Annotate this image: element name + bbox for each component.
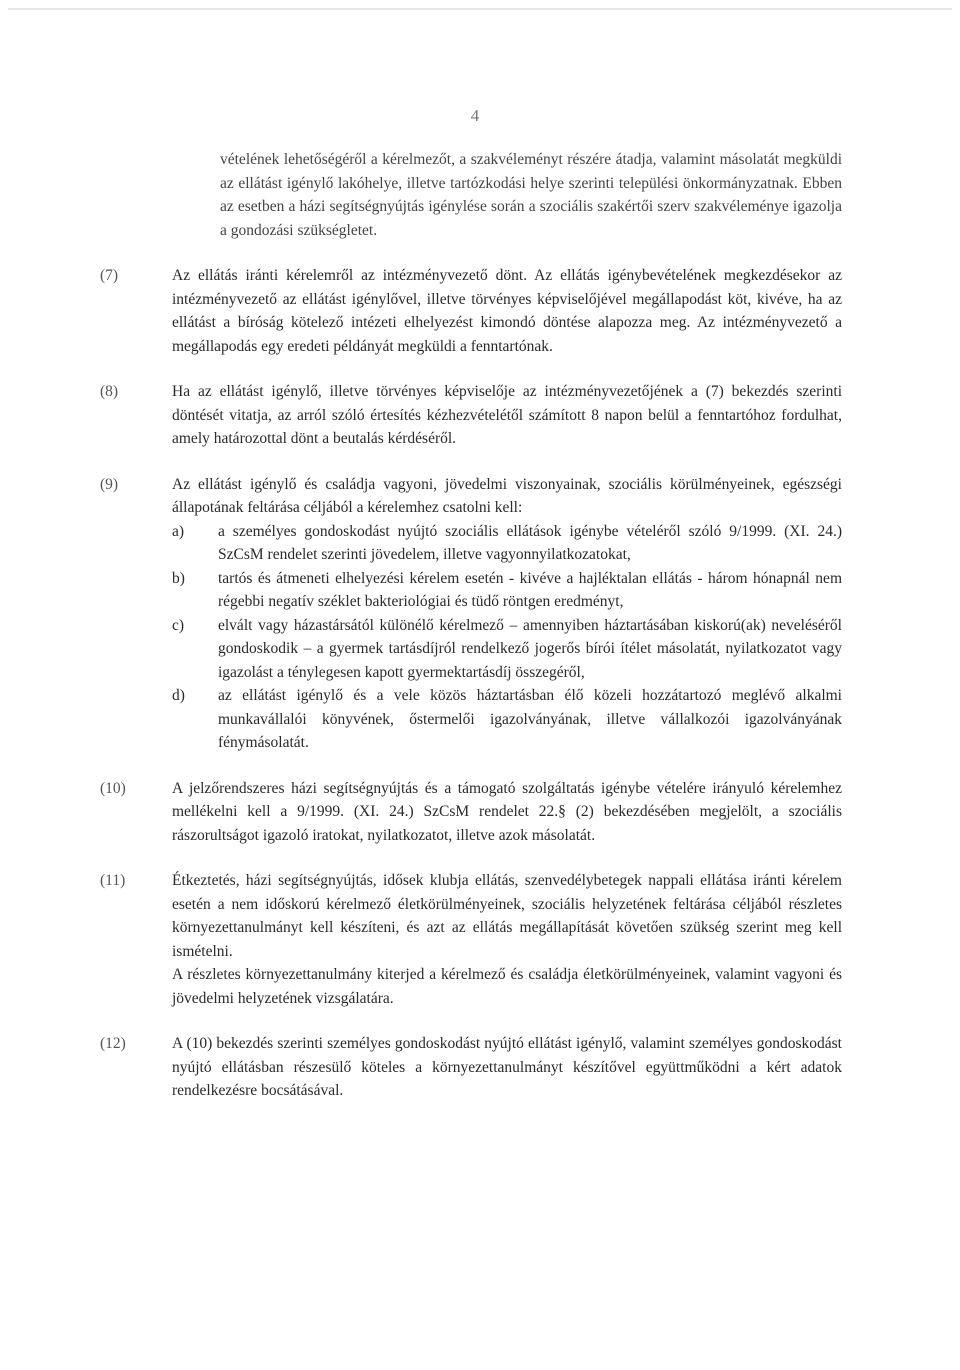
list-text: az ellátást igénylő és a vele közös háztartásban élő közeli hozzátartozó meglévő alkalmi munkavállalói könyvének, őstermelői igazolványának, illetve vállalkozói igazolványának fénymásolatát. (218, 687, 842, 751)
paragraph-number: (7) (100, 267, 119, 284)
paragraph-text: A (10) bekezdés szerinti személyes gondoskodást nyújtó ellátást igénylő, valamint személyes gondoskodást nyújtó ellátásban részesülő köteles a környezettanulmányt készítővel együttműködni a kért adatok rendelkezésre bocsátásával. (172, 1035, 842, 1099)
paragraph-text: Ha az ellátást igénylő, illetve törvényes képviselője az intézményvezetőjének a (7) bekezdés szerinti döntését vitatja, az arról szóló értesítés kézhezvételétől számított 8 napon belül a fenntartóhoz fordulhat, amely határozottal dönt a beutalás kérdéséről. (172, 383, 842, 447)
paragraph-text: A jelzőrendszeres házi segítségnyújtás és a támogató szolgáltatás igénybe vételére irányuló kérelemhez mellékelni kell a 9/1999. (XI. 24.) SzCsM rendelet 22.§ (2) bekezdésében megjelölt, a szociális rászorultságot igazoló iratokat, nyilatkozatot, illetve azok másolatát. (172, 779, 842, 844)
paragraph-12 (100, 1032, 842, 1103)
paragraph-text: Az ellátás iránti kérelemről az intézményvezető dönt. Az ellátás igénybevételének megkezdésekor az intézményvezető az ellátást igénylővel, illetve törvényes képviselőjével megállapodást köt, kivéve, ha az ellátást a bíróság kötelező intézeti elhelyezést kimondó döntése alapozza meg. Az intézményvezető a megállapodás egy eredeti példányát megküldi a fenntartónak. (172, 267, 842, 355)
list-label: b) (172, 569, 185, 587)
list-text: a személyes gondoskodást nyújtó szociális ellátások igénybe vételéről szóló 9/1999. (XI. 24.) SzCsM rendelet szerinti jövedelem, illetve vagyonnyilatkozatokat, (218, 522, 842, 563)
document-body (100, 148, 842, 1103)
paragraph-7 (100, 264, 842, 358)
list-label: a) (172, 522, 185, 540)
paragraph-9 (100, 473, 842, 755)
list-item-d (172, 684, 842, 755)
intro-text: vételének lehetőségéről a kérelmezőt, a szakvéleményt részére átadja, valamint másolatát megküldi az ellátást igénylő lakóhelye, illetve tartózkodási helye szerinti települési önkormányzatnak. Ebben az esetben a házi segítségnyújtás igénylése során a szociális szakértői szerv szakvéleménye igazolja a gondozási szükségletet. (220, 151, 842, 239)
list-text: tartós és átmeneti elhelyezési kérelem esetén - kivéve a hajléktalan ellátás - három hónapnál nem régebbi negatív széklet bakteriológiai és tüdő röntgen eredményt, (218, 569, 842, 610)
paragraph-10 (100, 777, 842, 848)
paragraph-number: (10) (100, 779, 126, 797)
paragraph-number: (12) (100, 1035, 126, 1052)
paragraph-number: (8) (100, 383, 119, 400)
list-item-b (172, 567, 842, 614)
paragraph-number: (11) (100, 872, 126, 889)
paragraph-text: Az ellátást igénylő és családja vagyoni, jövedelmi viszonyainak, szociális körülményeinek, egészségi állapotának feltárása céljából a kérelemhez csatolni kell: (172, 475, 842, 516)
paragraph-text-continued: A részletes környezettanulmány kiterjed a kérelmező és családja életkörülményeinek, valamint vagyoni és jövedelmi helyzetének vizsgálatára. (172, 966, 842, 1007)
paragraph-11 (100, 869, 842, 1010)
paragraph-8 (100, 380, 842, 451)
paragraph-number: (9) (100, 475, 119, 493)
list-item-c (172, 614, 842, 685)
paragraph-text: Étkeztetés, házi segítségnyújtás, idősek klubja ellátás, szenvedélybetegek nappali ellátása iránti kérelem esetén a nem időskorú kérelmező életkörülményeinek, szociális helyzetének feltárása céljából részletes környezettanulmányt kell készíteni, és azt az ellátás megállapítását követően szükség szerint meg kell ismételni. (172, 872, 842, 960)
list-item-a (172, 520, 842, 567)
list-label: d) (172, 687, 185, 704)
scan-edge-line (8, 8, 952, 10)
list-text: elvált vagy házastársától különélő kérelmező – amennyiben háztartásában kiskorú(ak) neveléséről gondoskodik – a gyermek tartásdíjról rendelkező jogerős bírói ítélet másolatát, nyilatkozatot vagy igazolást a ténylegesen kapott gyermektartásdíj összegéről, (218, 616, 842, 681)
list-label: c) (172, 616, 185, 634)
page-number: 4 (470, 106, 480, 125)
